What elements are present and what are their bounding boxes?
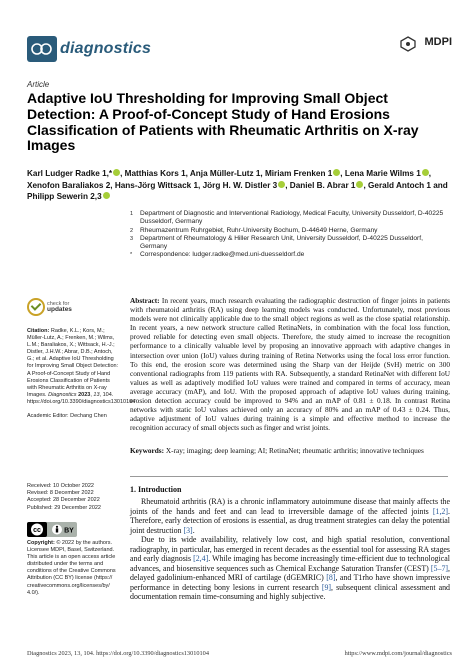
abstract: Abstract: In recent years, much research evaluating the radiographic destruction of finger joints in patients with rheumatoid arthritis (RA) using deep learning models was conducted. Unfortunately, most previous models were not clinically applicable due to the small object regions as well as the close spatial relationship. In recent years, a new network structure called RetinaNets, in combination with the focal loss function, proved reliable for detecting even small objects. Therefore, the study aimed to increase the recognition performance to a clinically valuable level by proposing an innovative approach with adaptive changes in intersection over union (IoU) values during training of Retina Networks using the focal loss error function. To this end, the erosion score was determined using the Sharp van der Heijde (SvH) metric on 300 conventional radiographs from 119 patients with RA. Subsequently, a standard RetinaNet with different IoU values as well as adaptively modified IoU values were trained and compared in terms of accuracy, mean average accuracy (mAP), and IoU. With the proposed approach of adaptive IoU values during training, erosion detection accuracy could be improved to 94% and an mAP of 0.81 ± 0.18. In contrast Retina networks with static IoU values achieved only an accuracy of 80% and an mAP of 0.43 ± 0.24. Thus, adaptive adjustment of IoU values during training is a simple and effective method to increase the recognition accuracy of small objects such as finger and wrist joints. xyxy=(130,296,450,433)
citation-link[interactable]: [3] xyxy=(183,525,193,535)
text-run: Due to its wide availability, relatively low cost, and high spatial resolution, conventional radiography, in particular, has emerged in recent decades as the essential tool for assessing RA stages and early diagnosis xyxy=(130,535,450,563)
citation-link[interactable]: [5–7] xyxy=(430,563,449,573)
citation-block: Citation: Radke, K.L.; Kors, M.; Müller-Lutz, A.; Frenken, M.; Wilms, L.M.; Baraliakos, X.; Wittsack, H.-J.; Distler, J.H.W.; Abrar, D.B.; Antoch, G.; et al. Adaptive IoU Thresholding for Improving Small Object Detection: A Proof-of-Concept Study of Hand Erosions Classification of Patients with Rheumatic Arthritis on X-ray Images. Diagnostics 2023, 13, 104. https://doi.org/10.3390/diagnostics13010104 Academic Editor: Dechang Chen xyxy=(27,328,136,420)
text-run: Rheumatoid arthritis (RA) is a chronic inflammatory autoimmune disease that mainly affects the joints of the hands and feet and can lead to irreversible damage of the affected joints xyxy=(130,497,450,516)
svg-text:cc: cc xyxy=(33,527,41,535)
check-updates-icon xyxy=(27,298,45,316)
publication-dates: Received: 10 October 2022 Revised: 8 December 2022 Accepted: 28 December 2022 Published: 29 December 2022 xyxy=(27,483,101,511)
text-run: , and T1rho have shown impressive performance in detecting bony lesions in current research xyxy=(130,573,450,592)
article-type: Article xyxy=(27,80,50,89)
affiliation-item: 3 Department of Rheumatology & Hiller Research Unit, University Dusseldorf, D-40225 Dusseldorf, Germany xyxy=(130,234,423,251)
author[interactable]: Xenofon Baraliakos 2 xyxy=(27,180,111,190)
author[interactable]: Hans-Jörg Wittsack 1 xyxy=(114,180,199,190)
affiliations xyxy=(130,210,450,260)
author[interactable]: Jörg H. W. Distler 3 xyxy=(202,180,278,190)
citation-link[interactable]: [2,4] xyxy=(193,554,209,563)
text-run: , delayed gadolinium-enhanced MRI of cartilage (dGEMRIC) xyxy=(130,563,450,582)
footer-citation[interactable]: Diagnostics 2023, 13, 104. https://doi.org/10.3390/diagnostics13010104 xyxy=(27,650,209,657)
academic-editor: Academic Editor: Dechang Chen xyxy=(27,413,107,420)
author[interactable]: Miriam Frenken 1 xyxy=(264,169,333,178)
text-run: . Therefore, early detection of erosions is essential, as drug treatment strategies can delay the potential joint destruction xyxy=(130,506,450,535)
journal-logo-icon xyxy=(27,36,57,62)
author[interactable]: Karl Ludger Radke 1,* xyxy=(27,169,113,178)
author[interactable]: Anja Müller-Lutz 1 xyxy=(189,169,261,178)
paragraph xyxy=(130,497,450,535)
citation-link[interactable]: [1,2] xyxy=(432,506,449,516)
author[interactable]: Gerald Antoch 1 xyxy=(368,180,431,190)
text-run: , subsequent clinical assessment and documentation remain time-consuming and highly subjective. xyxy=(130,582,450,601)
introduction-text xyxy=(130,497,450,602)
affiliation-item: 1 Department of Diagnostic and Interventional Radiology, Medical Faculty, University Dusseldorf, D-40225 Dusseldorf, Germany xyxy=(130,210,444,226)
orcid-icon[interactable] xyxy=(356,181,363,188)
citation-link[interactable]: [9] xyxy=(321,582,332,592)
orcid-icon[interactable] xyxy=(333,169,340,176)
orcid-icon[interactable] xyxy=(422,169,429,176)
section-heading: 1. Introduction xyxy=(130,485,182,494)
copyright-notice: Copyright: © 2022 by the authors. Licensee MDPI, Basel, Switzerland. This article is an open access article distributed under the terms and conditions of the Creative Commons Attribution (CC BY) license (https:// creativecommons.org/licenses/by/ 4.0/). xyxy=(27,540,116,596)
keywords: Keywords: X-ray; imaging; deep learning; AI; RetinaNet; rheumatic arthritis; innovative techniques xyxy=(130,446,424,455)
section-divider xyxy=(130,476,448,477)
page-footer xyxy=(27,650,452,657)
correspondence: * Correspondence: ludger.radke@med.uni-duesseldorf.de xyxy=(130,251,305,259)
publisher-name: MDPI xyxy=(424,36,452,48)
orcid-icon[interactable] xyxy=(113,169,120,176)
author-list: Karl Ludger Radke 1,* , Matthias Kors 1, Anja Müller-Lutz 1, Miriam Frenken 1 , Lena Marie Wilms 1 , Xenofon Baraliakos 2, Hans-Jörg Wittsack 1, Jörg H. W. Distler 3 , Daniel B. Abrar 1 , Gerald Antoch 1 and Philipp Sewerin 2,3 xyxy=(27,169,448,202)
mdpi-logo-icon xyxy=(400,36,416,52)
article-title: Adaptive IoU Thresholding for Improving Small Object Detection: A Proof-of-Concept Study of Hand Erosions Classification of Patients with Rheumatic Arthritis on X-ray Images xyxy=(27,90,419,154)
citation-link[interactable]: [8] xyxy=(326,573,336,582)
author[interactable]: Daniel B. Abrar 1 xyxy=(289,180,356,190)
author[interactable]: Matthias Kors 1 xyxy=(124,169,186,178)
affiliation-item: 2 Rheumazentrum Ruhrgebiet, Ruhr-University Bochum, D-44649 Herne, Germany xyxy=(130,226,378,234)
cc-license-icon[interactable] xyxy=(27,522,77,537)
svg-text:BY: BY xyxy=(64,527,74,535)
author[interactable]: and Philipp Sewerin 2,3 xyxy=(27,180,448,202)
footer-journal-url[interactable]: https://www.mdpi.com/journal/diagnostics xyxy=(344,650,452,657)
check-updates-badge[interactable]: check for updates xyxy=(27,298,87,316)
text-run: . While imaging has become increasingly time-efficient due to technological advances, and biosensitive sequences such as Chemical Exchange Saturation Transfer (CEST) xyxy=(130,554,450,573)
author[interactable]: Lena Marie Wilms 1 xyxy=(344,169,421,178)
text-run: . xyxy=(192,525,195,535)
orcid-icon[interactable] xyxy=(103,192,110,199)
orcid-icon[interactable] xyxy=(278,181,285,188)
journal-name: diagnostics xyxy=(60,40,152,57)
paragraph xyxy=(130,535,450,602)
